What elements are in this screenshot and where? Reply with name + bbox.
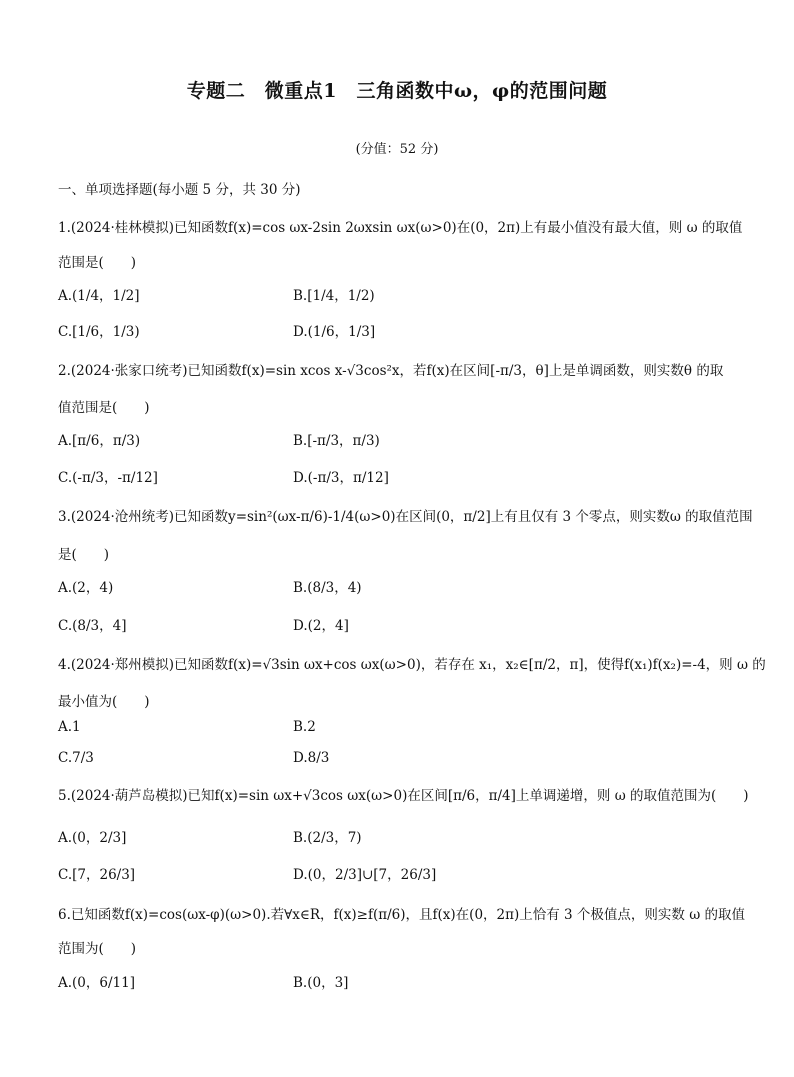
question-3-option-d: D.(2，4] xyxy=(293,618,349,634)
question-6-stem-cont: 范围为( ) xyxy=(58,941,137,957)
question-1-option-d: D.(1/6，1/3] xyxy=(293,324,376,340)
question-6-option-b: B.(0，3] xyxy=(293,975,349,991)
question-4-option-c: C.7/3 xyxy=(58,750,94,766)
question-4-stem-cont: 最小值为( ) xyxy=(58,694,150,710)
question-2-stem-cont: 值范围是( ) xyxy=(58,400,150,416)
question-2-option-a: A.[π/6，π/3) xyxy=(58,433,141,449)
question-3-option-c: C.(8/3，4] xyxy=(58,618,127,634)
section-heading: 一、单项选择题(每小题 5 分，共 30 分) xyxy=(58,182,301,198)
score-note: (分值：52 分) xyxy=(355,142,439,157)
page-title: 专题二 微重点1 三角函数中ω，φ的范围问题 xyxy=(186,80,608,102)
question-3-stem: 3.(2024·沧州统考)已知函数y=sin²(ωx-π/6)-1/4(ω>0)在区间(0，π/2]上有且仅有 3 个零点，则实数ω 的取值范围 xyxy=(58,509,753,525)
question-2-option-c: C.(-π/3，-π/12] xyxy=(58,470,158,486)
question-3-stem-cont: 是( ) xyxy=(58,547,110,563)
question-5-option-d: D.(0，2/3]∪[7，26/3] xyxy=(293,867,437,883)
question-4-option-b: B.2 xyxy=(293,719,316,735)
question-4-stem: 4.(2024·郑州模拟)已知函数f(x)=√3sin ωx+cos ωx(ω>0)，若存在 x₁，x₂∈[π/2，π]，使得f(x₁)f(x₂)=-4，则 ω 的 xyxy=(58,657,766,673)
question-1-stem-cont: 范围是( ) xyxy=(58,255,137,271)
question-6-option-a: A.(0，6/11] xyxy=(58,975,135,991)
question-5-option-a: A.(0，2/3] xyxy=(58,830,127,846)
question-5-option-b: B.(2/3，7) xyxy=(293,830,362,846)
question-1-option-c: C.[1/6，1/3) xyxy=(58,324,140,340)
question-6-stem: 6.已知函数f(x)=cos(ωx-φ)(ω>0).若∀x∈R，f(x)≥f(π/6)，且f(x)在(0，2π)上恰有 3 个极值点，则实数 ω 的取值 xyxy=(58,907,746,923)
question-4-option-a: A.1 xyxy=(58,719,81,735)
question-2-stem: 2.(2024·张家口统考)已知函数f(x)=sin xcos x-√3cos²x，若f(x)在区间[-π/3，θ]上是单调函数，则实数θ 的取 xyxy=(58,363,724,379)
question-2-option-d: D.(-π/3，π/12] xyxy=(293,470,389,486)
question-4-option-d: D.8/3 xyxy=(293,750,330,766)
question-3-option-a: A.(2，4) xyxy=(58,580,114,596)
question-5-stem: 5.(2024·葫芦岛模拟)已知f(x)=sin ωx+√3cos ωx(ω>0)在区间[π/6，π/4]上单调递增，则 ω 的取值范围为( ) xyxy=(58,788,749,804)
question-1-option-a: A.(1/4，1/2] xyxy=(58,288,140,304)
question-5-option-c: C.[7，26/3] xyxy=(58,867,136,883)
question-1-option-b: B.[1/4，1/2) xyxy=(293,288,375,304)
question-1-stem: 1.(2024·桂林模拟)已知函数f(x)=cos ωx-2sin 2ωxsin ωx(ω>0)在(0，2π)上有最小值没有最大值，则 ω 的取值 xyxy=(58,220,743,236)
question-3-option-b: B.(8/3，4) xyxy=(293,580,362,596)
question-2-option-b: B.[-π/3，π/3) xyxy=(293,433,380,449)
